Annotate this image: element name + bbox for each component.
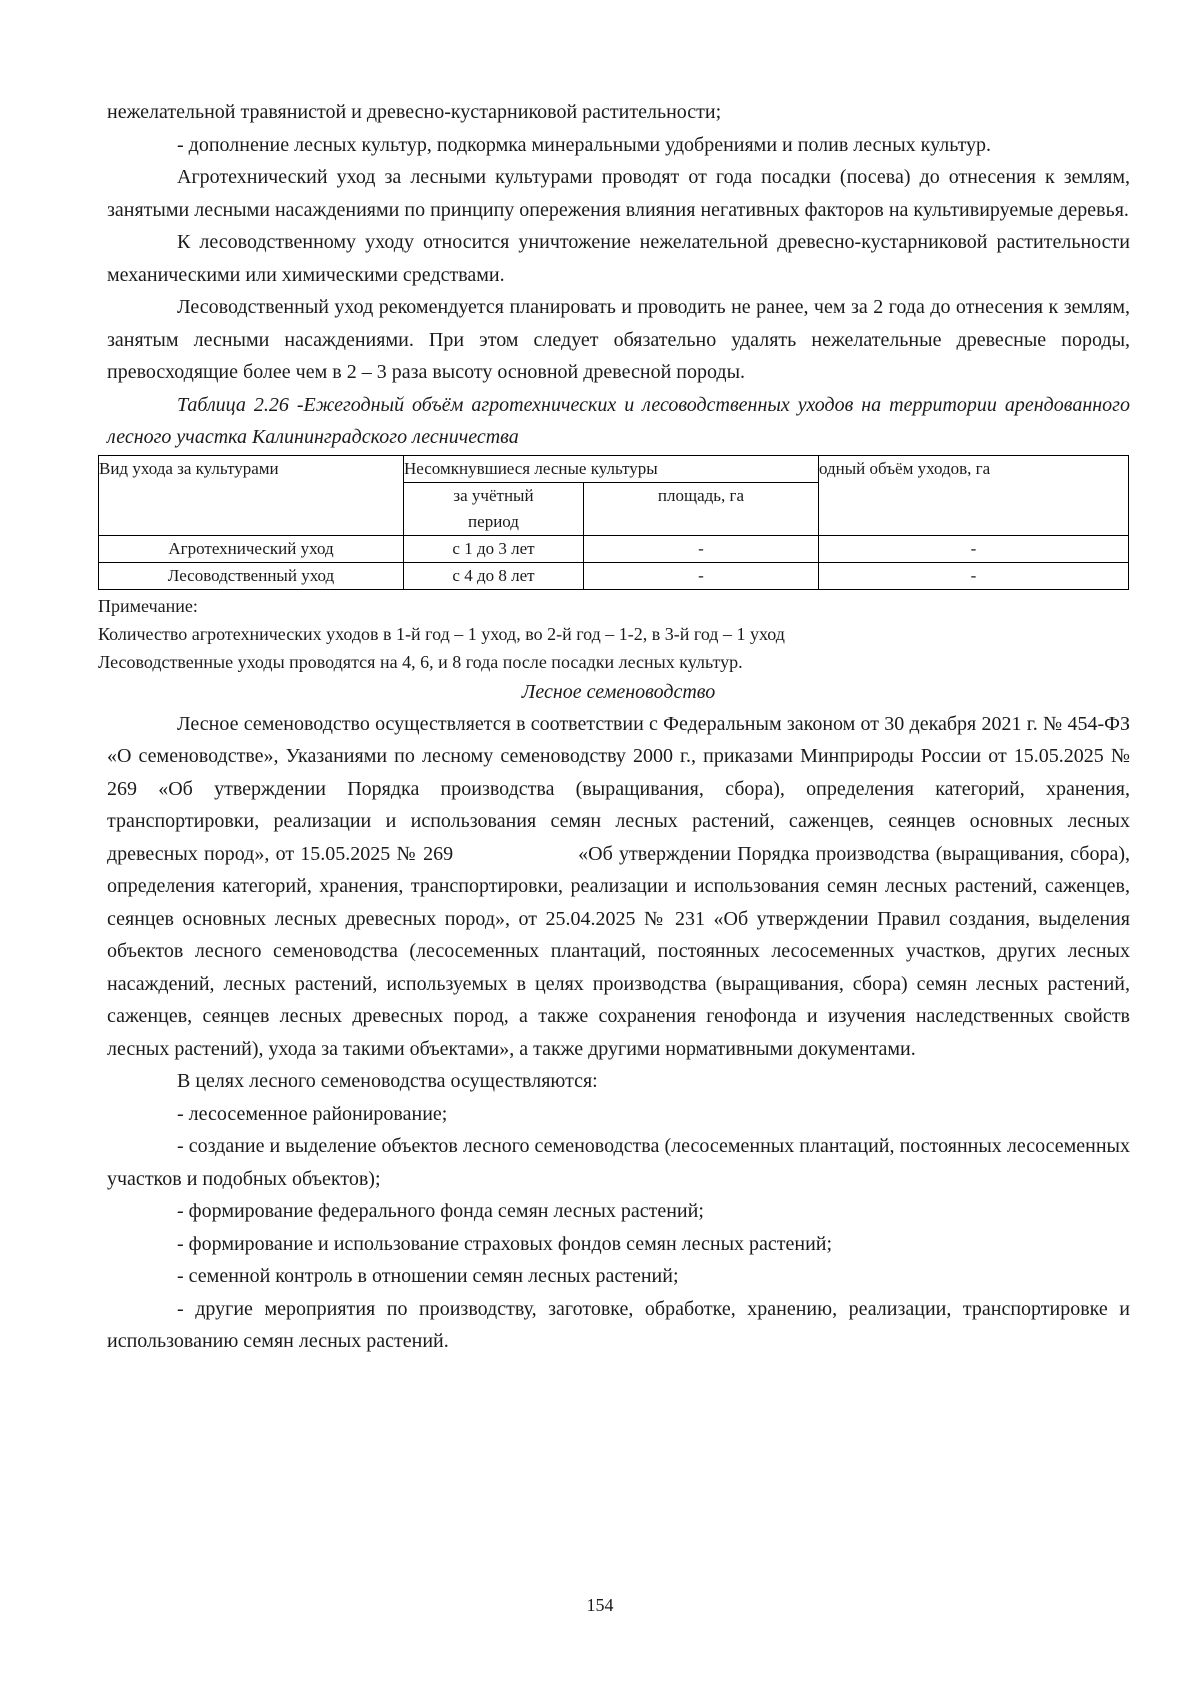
cell-annual: - [819, 562, 1129, 589]
cell-type: Лесоводственный уход [99, 562, 404, 589]
list-item: - дополнение лесных культур, подкормка минеральными удобрениями и полив лесных культур. [177, 133, 992, 156]
header-period: за учётный период [404, 482, 584, 535]
paragraph: В целях лесного семеноводства осуществляются: [177, 1070, 598, 1092]
document-body [98, 96, 1135, 1358]
header-area: площадь, га [584, 482, 819, 535]
note-line: Количество агротехнических уходов в 1-й год – 1 уход, во 2-й год – 1-2, в 3-й год – 1 уход [98, 623, 785, 644]
header-annual-volume: одный объём уходов, га [819, 455, 1129, 535]
paragraph: Агротехнический уход за лесными культурами проводят от года посадки (посева) до отнесения к землям, занятыми лесными насаждениями по принципу опережения влияния негативных факторов на культивируемые деревья. [107, 166, 1130, 221]
header-care-type: Вид ухода за культурами [99, 455, 404, 535]
list-item: - другие мероприятия по производству, заготовке, обработке, хранению, реализации, транспортировке и использованию семян лесных растений. [107, 1297, 1130, 1352]
paragraph: Лесоводственный уход рекомендуется планировать и проводить не ранее, чем за 2 года до отнесения к землям, занятым лесными насаждениями. При этом следует обязательно удалять нежелательные древесные породы, превосходящие более чем в 2 – 3 раза высоту основной древесной породы. [107, 296, 1130, 383]
note-line: Лесоводственные уходы проводятся на 4, 6, и 8 года после посадки лесных культур. [98, 651, 743, 672]
list-item: - формирование и использование страховых фондов семян лесных растений; [177, 1232, 833, 1255]
paragraph: нежелательной травянистой и древесно-кустарниковой растительности; [107, 101, 722, 123]
section-title: Лесное семеноводство [521, 680, 716, 703]
cell-area: - [584, 535, 819, 562]
header-unclosed-crops: Несомкнувшиеся лесные культуры [404, 455, 819, 482]
note-label: Примечание: [98, 595, 198, 616]
list-item: - лесосеменное районирование; [177, 1102, 448, 1125]
table-header-row [99, 455, 1129, 482]
cell-type: Агротехнический уход [99, 535, 404, 562]
table-row [99, 535, 1129, 562]
list-item: - формирование федерального фонда семян лесных растений; [177, 1200, 704, 1222]
list-item: - семенной контроль в отношении семян лесных растений; [177, 1265, 679, 1287]
cell-period: с 1 до 3 лет [404, 535, 584, 562]
paragraph: Лесное семеноводство осуществляется в соответствии с Федеральным законом от 30 декабря 2021 г. № 454-ФЗ «О семеноводстве», Указаниями по лесному семеноводству 2000 г., приказами Минприроды России от 15.05.2025 № 269 «Об утверждении Порядка производства (выращивания, сбора), определения категорий, хранения, транспортировки, реализации и использования семян лесных растений, саженцев, сеянцев основных лесных древесных пород», от 15.05.2025 № 269 «Об утверждении Порядка производства (выращивания, сбора), определения категорий, хранения, транспортировки, реализации и использования семян лесных растений, саженцев, сеянцев основных лесных древесных пород», от 25.04.2025 № 231 «Об утверждении Правил создания, выделения объектов лесного семеноводства (лесосеменных плантаций, постоянных лесосеменных участков, других лесных насаждений, лесных растений, используемых в целях производства (выращивания, сбора) семян лесных растений, саженцев, сеянцев лесных древесных пород, а также сохранения генофонда и изучения наследственных свойств лесных растений), ухода за такими объектами», а также другими нормативными документами. [107, 712, 1135, 1060]
table-caption: Таблица 2.26 -Ежегодный объём агротехнических и лесоводственных уходов на территории арендованного лесного участка Калининградского лесничества [107, 393, 1130, 448]
paragraph: К лесоводственному уходу относится уничтожение нежелательной древесно-кустарниковой растительности механическими или химическими средствами. [107, 231, 1130, 286]
cell-annual: - [819, 535, 1129, 562]
table-row [99, 562, 1129, 589]
cell-area: - [584, 562, 819, 589]
list-item: - создание и выделение объектов лесного семеноводства (лесосеменных плантаций, постоянных лесосеменных участков и подобных объектов); [107, 1135, 1130, 1190]
care-volume-table [98, 455, 1129, 590]
cell-period: с 4 до 8 лет [404, 562, 584, 589]
page-number: 154 [586, 1595, 614, 1615]
